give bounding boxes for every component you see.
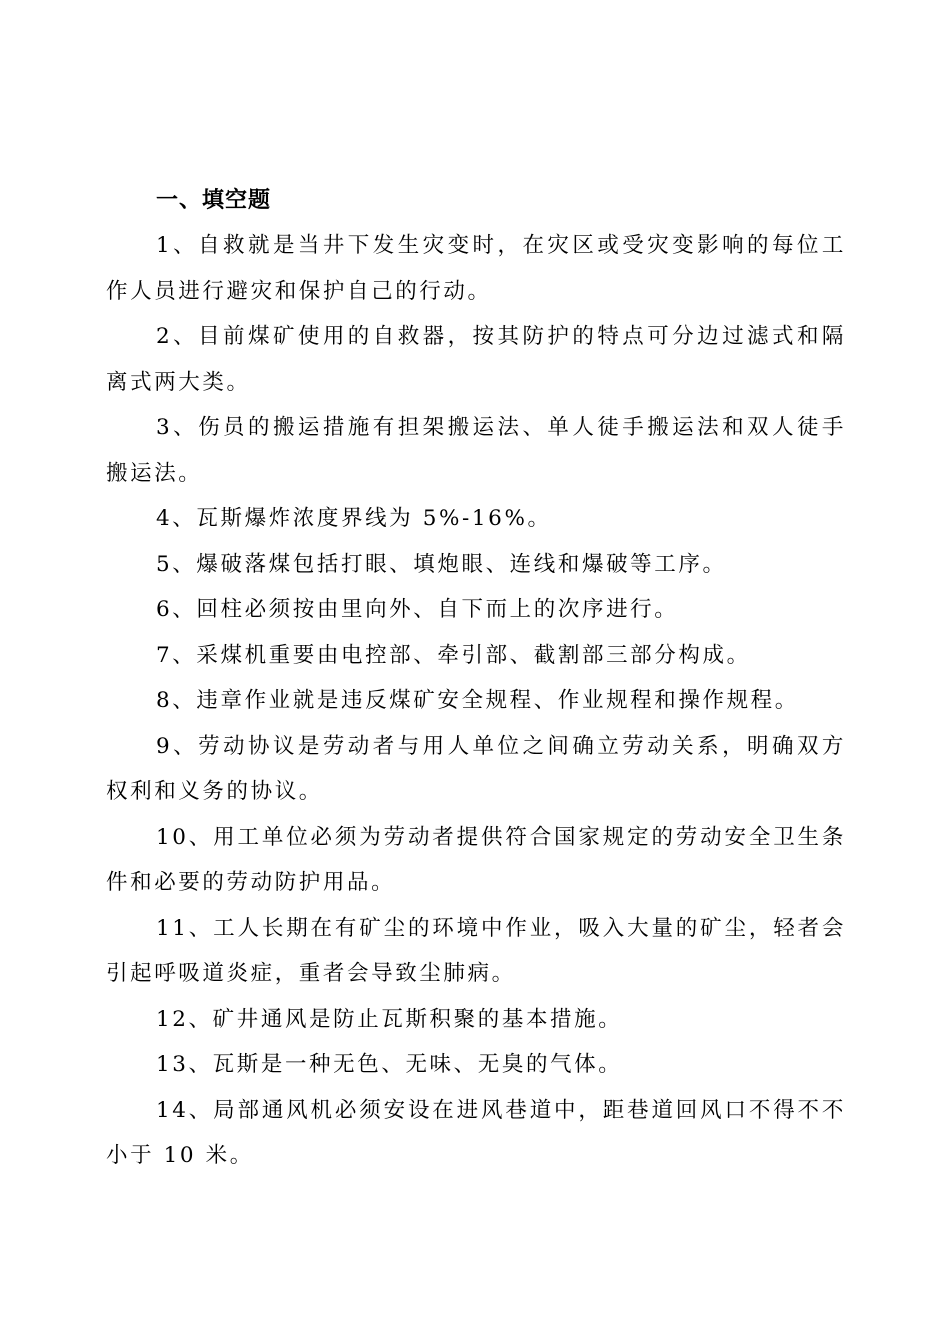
question-item: 12、矿井通风是防止瓦斯积聚的基本措施。 — [156, 1006, 623, 1032]
question-item: 6、回柱必须按由里向外、自下而上的次序进行。 — [156, 597, 679, 622]
question-item: 13、瓦斯是一种无色、无味、无臭的气体。 — [156, 1052, 623, 1077]
question-item: 8、违章作业就是违反煤矿安全规程、作业规程和操作规程。 — [156, 688, 799, 713]
question-item: 3、伤员的搬运措施有担架搬运法、单人徒手搬运法和双人徒手搬运法。 — [106, 415, 846, 486]
question-item: 11、工人长期在有矿尘的环境中作业，吸入大量的矿尘，轻者会引起呼吸道炎症，重者会导致尘肺病。 — [106, 915, 846, 986]
question-item: 4、瓦斯爆炸浓度界线为 5%-16%。 — [156, 506, 552, 531]
question-item: 7、采煤机重要由电控部、牵引部、截割部三部分构成。 — [156, 642, 751, 668]
question-item: 14、局部通风机必须安设在进风巷道中，距巷道回风口不得不不小于 10 米。 — [106, 1097, 846, 1168]
document-body — [106, 178, 846, 1179]
question-item: 5、爆破落煤包括打眼、填炮眼、连线和爆破等工序。 — [156, 551, 727, 577]
question-list — [106, 223, 846, 1179]
question-item: 2、目前煤矿使用的自救器，按其防护的特点可分边过滤式和隔离式两大类。 — [106, 324, 846, 395]
question-item: 9、劳动协议是劳动者与用人单位之间确立劳动关系，明确双方权利和义务的协议。 — [106, 733, 846, 804]
question-item: 1、自救就是当井下发生灾变时，在灾区或受灾变影响的每位工作人员进行避灾和保护自己的行动。 — [106, 233, 846, 304]
question-item: 10、用工单位必须为劳动者提供符合国家规定的劳动安全卫生条件和必要的劳动防护用品。 — [106, 824, 846, 895]
section-title: 一、填空题 — [156, 188, 272, 213]
